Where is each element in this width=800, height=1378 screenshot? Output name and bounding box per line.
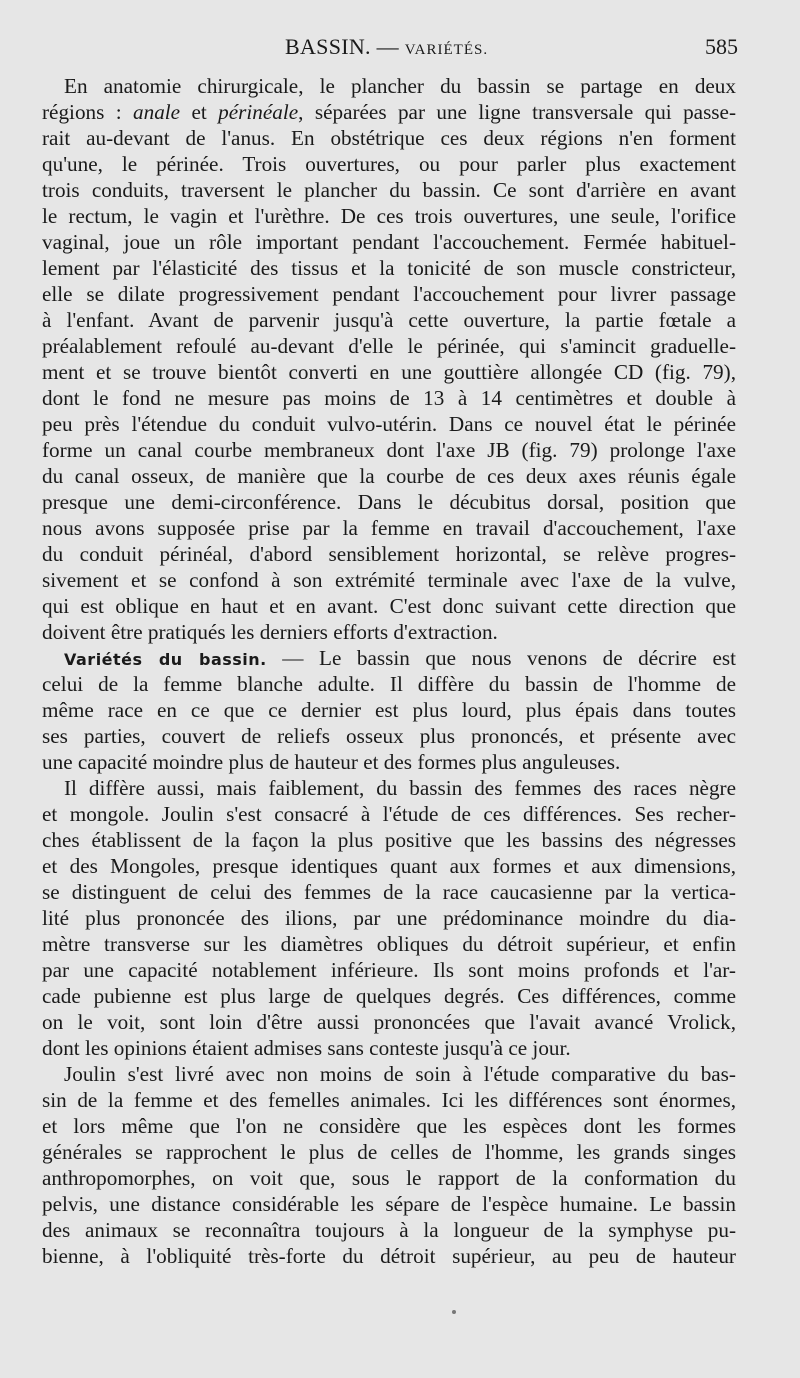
text-line: ment et se trouve bientôt converti en une gouttière allongée CD (fig. 79), bbox=[42, 360, 736, 384]
text-line: celui de la femme blanche adulte. Il diffère du bassin de l'homme de bbox=[42, 672, 736, 696]
print-speck bbox=[452, 1310, 456, 1314]
text-line: sin de la femme et des femelles animales. Ici les différences sont énormes, bbox=[42, 1088, 736, 1112]
text-line: qui est oblique en haut et en avant. C'est donc suivant cette direction que bbox=[42, 594, 736, 618]
text-line: Il diffère aussi, mais faiblement, du bassin des femmes des races nègre bbox=[64, 776, 736, 800]
text-line: cade pubienne est plus large de quelques degrés. Ces différences, comme bbox=[42, 984, 736, 1008]
text-line: se distinguent de celui des femmes de la race caucasienne par la vertica- bbox=[42, 880, 736, 904]
text-line: du canal osseux, de manière que la courbe de ces deux axes réunis égale bbox=[42, 464, 736, 488]
text-line: lité plus prononcée des ilions, par une prédominance moindre du dia- bbox=[42, 906, 736, 930]
text-line: trois conduits, traversent le plancher du bassin. Ce sont d'arrière en avant bbox=[42, 178, 736, 202]
paragraph-3 bbox=[42, 775, 736, 1061]
text-line: dont le fond ne mesure pas moins de 13 à 14 centimètres et double à bbox=[42, 386, 736, 410]
running-title-main: BASSIN. — bbox=[285, 34, 399, 59]
text-line: régions : anale et périnéale, séparées par une ligne transversale qui passe- bbox=[42, 100, 736, 124]
text-line: dont les opinions étaient admises sans conteste jusqu'à ce jour. bbox=[42, 1036, 571, 1060]
text-line: ses parties, couvert de reliefs osseux plus prononcés, et présente avec bbox=[42, 724, 736, 748]
text-line: par une capacité notablement inférieure. Ils sont moins profonds et l'ar- bbox=[42, 958, 736, 982]
text-line: du conduit périnéal, d'abord sensiblement horizontal, se relève progres- bbox=[42, 542, 736, 566]
text-line: bienne, à l'obliquité très-forte du détroit supérieur, au peu de hauteur bbox=[42, 1244, 736, 1268]
text-line: sivement et se confond à son extrémité terminale avec l'axe de la vulve, bbox=[42, 568, 736, 592]
text-line: à l'enfant. Avant de parvenir jusqu'à cette ouverture, la partie fœtale a bbox=[42, 308, 736, 332]
text-line: qu'une, le périnée. Trois ouvertures, ou pour parler plus exactement bbox=[42, 152, 736, 176]
text-line: et mongole. Joulin s'est consacré à l'étude de ces différences. Ses recher- bbox=[42, 802, 736, 826]
text-line: mètre transverse sur les diamètres obliques du détroit supérieur, et enfin bbox=[42, 932, 736, 956]
running-title-sub: VARIÉTÉS. bbox=[404, 42, 489, 58]
text-line: une capacité moindre plus de hauteur et des formes plus anguleuses. bbox=[42, 750, 621, 774]
paragraph-1 bbox=[42, 73, 736, 645]
text-line: forme un canal courbe membraneux dont l'axe JB (fig. 79) prolonge l'axe bbox=[42, 438, 736, 462]
text-line: nous avons supposée prise par la femme en travail d'accouchement, l'axe bbox=[42, 516, 736, 540]
paragraph-4 bbox=[42, 1061, 736, 1269]
section-heading: Variétés du bassin. bbox=[64, 650, 267, 669]
text-line: des animaux se reconnaîtra toujours à la longueur de la symphyse pu- bbox=[42, 1218, 736, 1242]
text-line: le rectum, le vagin et l'urèthre. De ces trois ouvertures, une seule, l'orifice bbox=[42, 204, 736, 228]
paragraph-2 bbox=[42, 645, 736, 775]
text-line: même race en ce que ce dernier est plus lourd, plus épais dans toutes bbox=[42, 698, 736, 722]
text-line: Joulin s'est livré avec non moins de soin à l'étude comparative du bas- bbox=[64, 1062, 736, 1086]
text-line: préalablement refoulé au-devant d'elle le périnée, qui s'amincit graduelle- bbox=[42, 334, 736, 358]
text-line: anthropomorphes, on voit que, sous le rapport de la conformation du bbox=[42, 1166, 736, 1190]
text-line: presque une demi-circonférence. Dans le décubitus dorsal, position que bbox=[42, 490, 736, 514]
text-line: peu près l'étendue du conduit vulvo-utérin. Dans ce nouvel état le périnée bbox=[42, 412, 736, 436]
text-line: ches établissent de la façon la plus positive que les bassins des négresses bbox=[42, 828, 736, 852]
text-line: Variétés du bassin. — Le bassin que nous venons de décrire est bbox=[64, 646, 736, 670]
text-line: on le voit, sont loin d'être aussi prononcées que l'avait avancé Vrolick, bbox=[42, 1010, 736, 1034]
text-line: En anatomie chirurgicale, le plancher du bassin se partage en deux bbox=[64, 74, 736, 98]
text-line: vaginal, joue un rôle important pendant l'accouchement. Fermée habituel- bbox=[42, 230, 736, 254]
text-line: et des Mongoles, presque identiques quant aux formes et aux dimensions, bbox=[42, 854, 736, 878]
body-text bbox=[42, 73, 736, 1269]
text-line: pelvis, une distance considérable les sépare de l'espèce humaine. Le bassin bbox=[42, 1192, 736, 1216]
text-line: et lors même que l'on ne considère que les espèces dont les formes bbox=[42, 1114, 736, 1138]
running-title bbox=[285, 34, 488, 60]
page-header bbox=[0, 34, 800, 64]
text-line: lement par l'élasticité des tissus et la tonicité de son muscle constricteur, bbox=[42, 256, 736, 280]
text-line: elle se dilate progressivement pendant l'accouchement pour livrer passage bbox=[42, 282, 736, 306]
text-line: doivent être pratiqués les derniers efforts d'extraction. bbox=[42, 620, 498, 644]
text-line: générales se rapprochent le plus de celles de l'homme, les grands singes bbox=[42, 1140, 736, 1164]
page-number: 585 bbox=[705, 34, 738, 59]
text-line: rait au-devant de l'anus. En obstétrique ces deux régions n'en forment bbox=[42, 126, 736, 150]
